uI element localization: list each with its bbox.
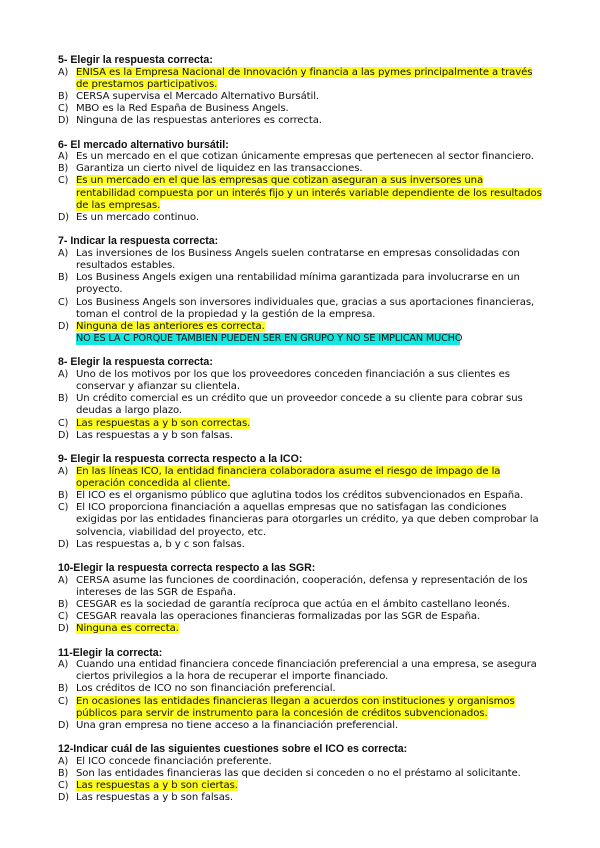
answer-option xyxy=(58,297,544,321)
question-block xyxy=(58,743,544,804)
question-block xyxy=(58,647,544,733)
option-text: CESGAR reavala las operaciones financieras formalizadas por las SGR de España. xyxy=(76,611,481,623)
option-letter: B) xyxy=(58,393,69,405)
option-letter: D) xyxy=(58,115,69,127)
option-letter: C) xyxy=(58,175,69,187)
option-letter: C) xyxy=(58,695,69,707)
answer-option xyxy=(58,430,544,442)
answer-option xyxy=(58,720,544,732)
option-letter: A) xyxy=(58,66,69,78)
option-letter: D) xyxy=(58,623,69,635)
option-text: CERSA asume las funciones de coordinación, cooperación, defensa y representación de los intereses de las SGR de España. xyxy=(76,574,528,598)
question-title: 11-Elegir la correcta: xyxy=(58,646,163,659)
answer-option xyxy=(58,756,544,768)
answer-option xyxy=(58,683,544,695)
option-letter: B) xyxy=(58,489,69,501)
option-letter: D) xyxy=(58,720,69,732)
option-letter: A) xyxy=(58,659,69,671)
option-text: CESGAR es la sociedad de garantía recíproca que actúa en el ámbito castellano leonés. xyxy=(76,598,510,610)
option-letter: B) xyxy=(58,90,69,102)
question-title: 7- Indicar la respuesta correcta: xyxy=(58,235,219,248)
option-letter: B) xyxy=(58,767,69,779)
option-text-highlighted: Ninguna es correcta. xyxy=(76,623,179,635)
option-letter: D) xyxy=(58,212,69,224)
question-title: 10-Elegir la respuesta correcta respecto a las SGR: xyxy=(58,562,316,574)
option-text-highlighted: Es un mercado en el que las empresas que cotizan aseguran a sus inversores una rentabilidad compuesta por un interés fijo y un interés variable dependiente de los resultados de las empresas. xyxy=(76,175,542,211)
answer-option xyxy=(58,272,544,296)
option-letter: C) xyxy=(58,417,69,429)
answer-option xyxy=(58,393,544,417)
option-letter: C) xyxy=(58,502,69,514)
answer-option xyxy=(58,67,544,91)
answer-option xyxy=(58,151,544,163)
answer-option xyxy=(58,175,544,212)
option-letter: A) xyxy=(58,247,69,259)
answer-option xyxy=(58,490,544,502)
answer-option xyxy=(58,321,544,333)
option-text: Un crédito comercial es un crédito que un proveedor concede a su cliente para cobrar sus deudas a largo plazo. xyxy=(76,393,523,417)
option-text: Las inversiones de los Business Angels suelen contratarse en empresas consolidadas con resultados estables. xyxy=(76,247,520,271)
answer-option xyxy=(58,103,544,115)
option-letter: C) xyxy=(58,296,69,308)
option-text: Garantiza un cierto nivel de liquidez en las transacciones. xyxy=(76,163,363,175)
answer-option xyxy=(58,539,544,551)
option-text: Son las entidades financieras las que deciden si conceden o no el préstamo al solicitante. xyxy=(76,767,521,779)
option-letter: B) xyxy=(58,272,69,284)
option-letter: C) xyxy=(58,103,69,115)
answer-option xyxy=(58,212,544,224)
option-letter: A) xyxy=(58,574,69,586)
option-text: Ninguna de las respuestas anteriores es correcta. xyxy=(76,115,322,127)
question-title: 6- El mercado alternativo bursátil: xyxy=(58,138,229,151)
option-text: Las respuestas a, b y c son falsas. xyxy=(76,538,245,550)
option-text-highlighted: Las respuestas a y b son ciertas. xyxy=(76,780,238,792)
option-text: Es un mercado continuo. xyxy=(76,212,199,224)
answer-option xyxy=(58,696,544,720)
answer-option xyxy=(58,502,544,539)
question-block xyxy=(58,453,544,551)
option-text: Es un mercado en el que cotizan únicamente empresas que pertenecen al sector financiero. xyxy=(76,151,534,163)
answer-option xyxy=(58,659,544,683)
option-letter: B) xyxy=(58,598,69,610)
option-letter: C) xyxy=(58,611,69,623)
question-block xyxy=(58,139,544,225)
answer-option xyxy=(58,248,544,272)
question-block xyxy=(58,54,544,128)
question-title: 9- Elegir la respuesta correcta respecto a la ICO: xyxy=(58,453,303,466)
answer-option xyxy=(58,599,544,611)
answer-option xyxy=(58,780,544,792)
option-text: Los Business Angels son inversores individuales que, gracias a sus aportaciones financieras, toman el control de la propiedad y la gestión de la empresa. xyxy=(76,296,535,320)
option-letter: A) xyxy=(58,151,69,163)
option-letter: A) xyxy=(58,465,69,477)
option-letter: D) xyxy=(58,429,69,441)
answer-option xyxy=(58,418,544,430)
option-letter: A) xyxy=(58,755,69,767)
option-letter: C) xyxy=(58,780,69,792)
answer-option xyxy=(58,115,544,127)
answer-option xyxy=(58,575,544,599)
answer-option xyxy=(58,611,544,623)
option-text: Uno de los motivos por los que los proveedores conceden financiación a sus clientes es conservar y afianzar su clientela. xyxy=(76,368,510,393)
question-title: 12-Indicar cuál de las siguientes cuestiones sobre el ICO es correcta: xyxy=(58,743,408,756)
option-letter: B) xyxy=(58,163,69,175)
option-text: Los créditos de ICO no son financiación preferencial. xyxy=(76,683,336,695)
answer-option xyxy=(58,623,544,635)
question-title: 8- Elegir la respuesta correcta: xyxy=(58,356,213,369)
option-letter: D) xyxy=(58,538,69,550)
option-text-highlighted: Ninguna de las anteriores es correcta. xyxy=(76,320,265,332)
answer-option xyxy=(58,466,544,490)
question-block xyxy=(58,562,544,636)
handwritten-note: NO ES LA C PORQUE TAMBIEN PUEDEN SER EN GRUPO Y NO SE IMPLICAN MUCHO xyxy=(76,333,463,345)
answer-option xyxy=(58,163,544,175)
option-text: Los Business Angels exigen una rentabilidad mínima garantizada para involucrarse en un proyecto. xyxy=(76,272,520,296)
option-letter: D) xyxy=(58,792,69,804)
answer-option xyxy=(58,792,544,804)
option-text: MBO es la Red España de Business Angels. xyxy=(76,103,289,115)
option-text: El ICO proporciona financiación a aquellas empresas que no satisfagan las condiciones exigidas por las entidades financieras para otorgarles un crédito, ya que deben comprobar la solvencia, viabilidad del proyecto, etc. xyxy=(76,502,539,538)
option-text: Las respuestas a y b son falsas. xyxy=(76,429,234,441)
answer-option xyxy=(58,91,544,103)
question-title: 5- Elegir la respuesta correcta: xyxy=(58,54,213,66)
option-letter: B) xyxy=(58,683,69,695)
option-text: CERSA supervisa el Mercado Alternativo Bursátil. xyxy=(76,90,320,102)
option-text-highlighted: En las líneas ICO, la entidad financiera colaboradora asume el riesgo de impago de la operación concedida al cliente. xyxy=(76,465,501,489)
option-text: Una gran empresa no tiene acceso a la financiación preferencial. xyxy=(76,720,399,732)
question-block xyxy=(58,356,544,442)
question-block xyxy=(58,235,544,345)
option-text: Las respuestas a y b son falsas. xyxy=(76,792,234,804)
option-text: El ICO es el organismo público que aglutina todos los créditos subvencionados en España. xyxy=(76,489,524,501)
option-text: Cuando una entidad financiera concede financiación preferencial a una empresa, se asegura ciertos privilegios a la hora de recuperar el importe financiado. xyxy=(76,659,537,683)
option-letter: A) xyxy=(58,368,69,380)
option-text-highlighted: En ocasiones las entidades financieras llegan a acuerdos con instituciones y organismos públicos para servir de instrumento para la concesión de créditos subvencionados. xyxy=(76,695,515,719)
option-letter: D) xyxy=(58,320,69,332)
option-text-highlighted: Las respuestas a y b son correctas. xyxy=(76,417,251,429)
option-text-highlighted: ENISA es la Empresa Nacional de Innovación y financia a las pymes principalmente a través de prestamos participativos. xyxy=(76,66,533,90)
document-page xyxy=(58,54,544,816)
answer-option xyxy=(58,768,544,780)
option-text: El ICO concede financiación preferente. xyxy=(76,755,272,767)
answer-option xyxy=(58,369,544,393)
